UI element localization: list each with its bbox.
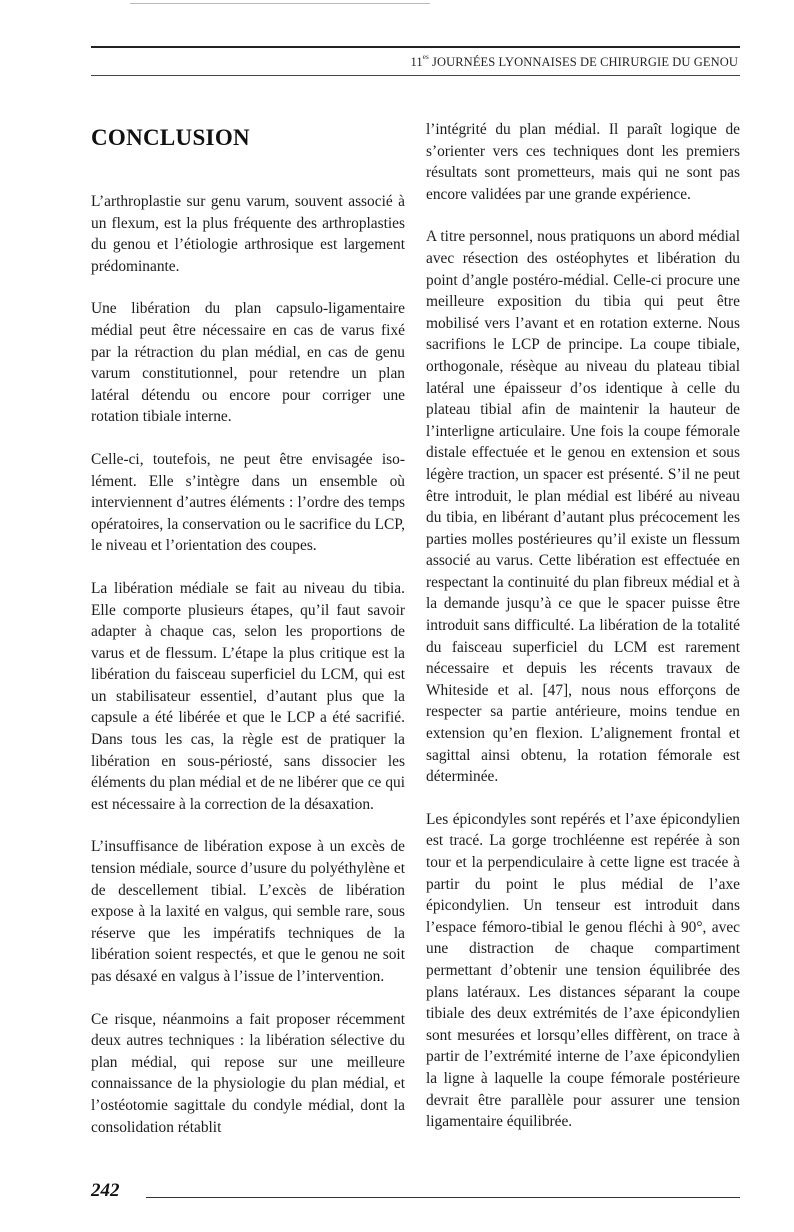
running-header <box>411 55 738 70</box>
page-number: 242 <box>91 1180 120 1201</box>
paragraph: Celle-ci, toutefois, ne peut être envisagée isolément. Elle s’intègre dans un ensemble où interviennent d’autres éléments : l’ordre des temps opératoires, la conservation ou le sacrifice du LCP, le niveau et l’orientation des coupes. <box>91 450 405 555</box>
paragraph: L’arthroplastie sur genu varum, souvent associé à un flexum, est la plus fréquente des arthroplasties du genou et l’étiologie arthrosique est largement prédominante. <box>91 193 405 275</box>
header-bottom-rule <box>91 75 740 76</box>
paragraph: L’insuffisance de libération expose à un excès de tension médiale, source d’usure du polyéthylène et de descellement tibial. L’excès de libération expose à la laxité en valgus, qui semble rare, sous réserve que les impératifs techniques de la libération soient respectés, et que le genou ne soit pas désaxé en valgus à l’issue de l’intervention. <box>91 838 405 985</box>
scan-edge-line <box>130 3 430 4</box>
left-column <box>91 191 405 1159</box>
paragraph: Ce risque, néanmoins a fait proposer récemment deux autres techniques : la libération sélective du plan médial, qui repose sur une meilleure connaissance de la physiologie du plan médial, et l’ostéotomie sagittale du condyle médial, dont la consolidation rétablit <box>91 1010 405 1136</box>
paragraph: A titre personnel, nous pratiquons un abord médial avec résection des ostéophytes et libération du point d’angle postéro-médial. Celle-ci procure une meilleure exposition du tibia qui peut être mobilisé vers l’avant et en rotation externe. Nous sacrifions le LCP de principe. La coupe tibiale, orthogonale, résèque au niveau du plateau tibial latéral une épaisseur d’os identique à celle du plateau tibial afin de maintenir la hauteur de l’interligne articulaire. Une fois la coupe fémorale distale effectuée et le genou en extension et sous légère traction, un spacer est présenté. S’il ne peut être introduit, le plan médial est libéré au niveau du tibia, en libérant d’autant plus précocement les parties molles postérieures qu’il existe un flessum associé au varus. Cette libération est effectuée en respectant la continuité du plan fibreux médial et à la demande jusqu’à ce que le spacer puisse être introduit sans difficulté. La libération de la totalité du faisceau superficiel du LCM est rarement nécessaire et depuis les récents travaux de Whiteside et al. [47], nous nous efforçons de respecter sa partie antérieure, moins tendue en extension qu’en flexion. L’alignement frontal et sagittal ainsi obtenu, la rotation fémorale est déterminée. <box>426 228 740 786</box>
paragraph: Les épicondyles sont repérés et l’axe épicondylien est tracé. La gorge trochléenne est repérée à son tour et la perpendiculaire à cette ligne est tracée à partir du point le plus médial de l’axe épicondylien. Un tenseur est introduit dans l’espace fémoro-tibial le genou fléchi à 90°, avec une distraction de chaque compartiment permettant d’obtenir une tension équilibrée des plans latéraux. Les distances séparant la coupe tibiale des deux extrémités de l’axe épicondylien sont mesurées et lorsqu’elles diffèrent, on trace à partir de l’extrémité interne de l’axe épicondylien la ligne à laquelle la coupe fémorale postérieure devrait être parallèle pour assurer une tension ligamentaire équilibrée. <box>426 810 740 1131</box>
right-column <box>426 119 740 1154</box>
edition-number: 11 <box>410 55 423 69</box>
paragraph: l’intégrité du plan médial. Il paraît logique de s’orienter vers ces techniques dont les premiers résultats sont prometteurs, mais qui ne sont pas encore validées par une grande expérience. <box>426 121 740 203</box>
paragraph: La libération médiale se fait au niveau du tibia. Elle comporte plusieurs étapes, qu’il faut savoir adapter à chaque cas, selon les proportions de varus et de flessum. L’étape la plus critique est la libération du faisceau superficiel du LCM, qui est un stabilisateur essentiel, d’autant plus que la capsule a été libérée et que le LCP a été sacrifié. Dans tous les cas, la règle est de pratiquer la libération en sous-périosté, sans dissocier les éléments du plan médial et de ne libérer que ce qui est nécessaire à la correction de la désaxation. <box>91 579 405 813</box>
footer-rule <box>146 1197 740 1198</box>
edition-suffix: es <box>422 53 429 61</box>
paragraph: Une libération du plan capsulo-ligamentaire médial peut être nécessaire en cas de varus fixé par la rétraction du plan médial, en cas de genu varum constitutionnel, pour retendre un plan latéral détendu ou encore pour corriger une rotation tibiale interne. <box>91 300 405 426</box>
header-top-rule <box>91 46 740 48</box>
section-title: CONCLUSION <box>91 125 250 150</box>
running-header-title: JOURNÉES LYONNAISES DE CHIRURGIE DU GENOU <box>432 55 738 69</box>
